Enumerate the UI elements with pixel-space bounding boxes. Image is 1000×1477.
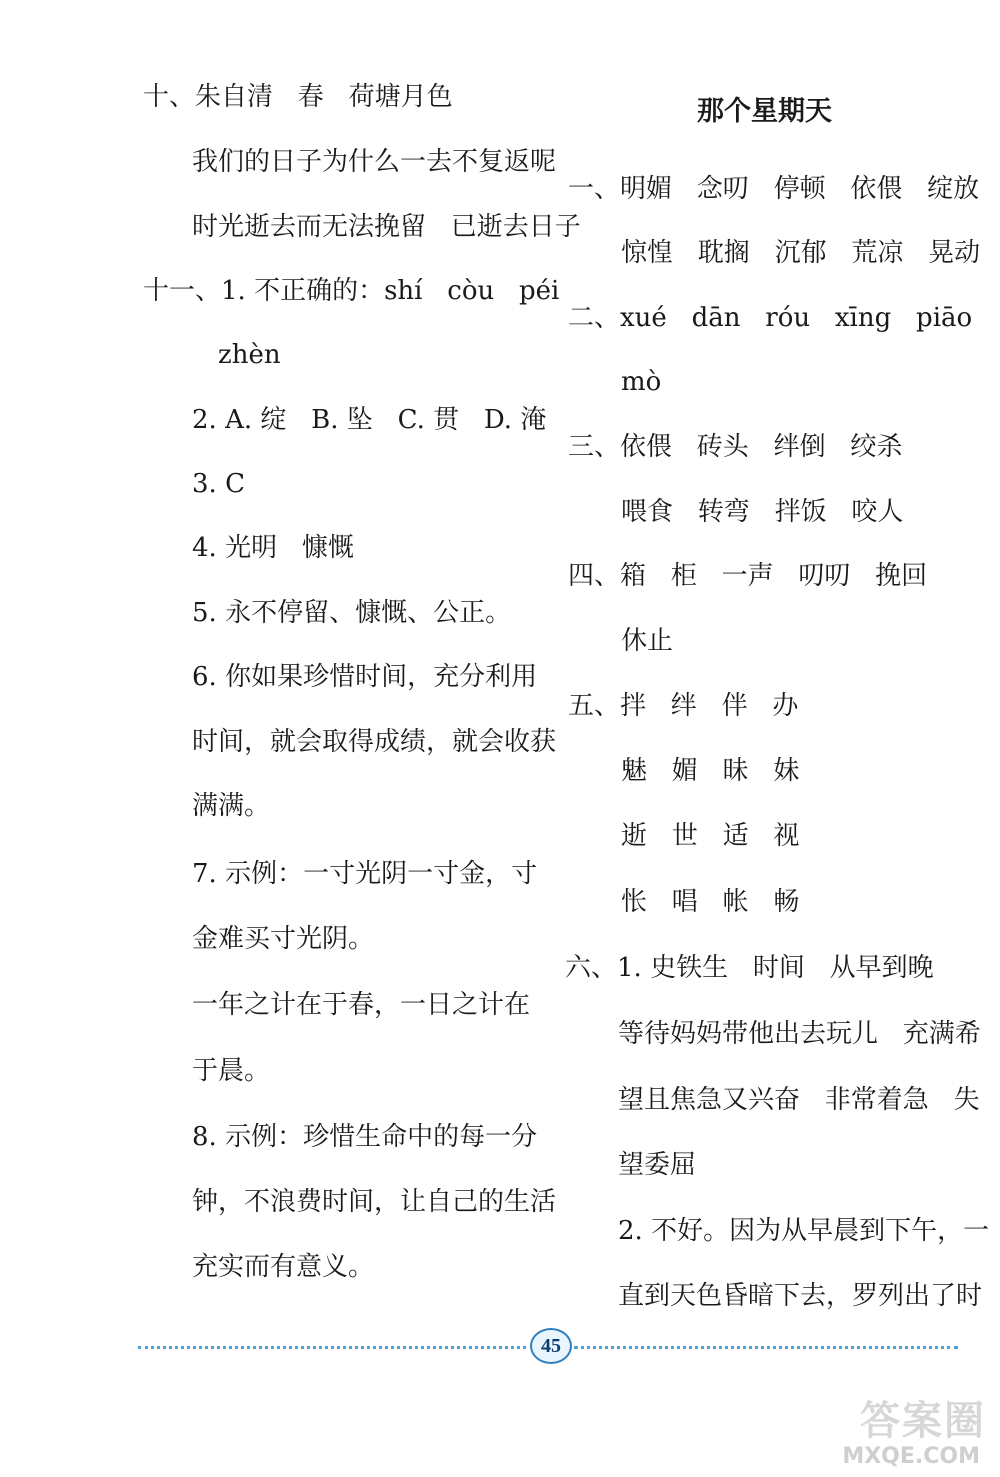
page-footer: [138, 1328, 958, 1368]
answer-line: 金难买寸光阴。: [192, 924, 375, 954]
answer-line: 六、1. 史铁生 时间 从早到晚: [565, 953, 934, 983]
answer-line: 时间，就会取得成绩，就会收获: [192, 727, 557, 757]
answer-line: 三、依偎 砖头 绊倒 绞杀: [568, 432, 903, 462]
answer-line: 五、拌 绊 伴 办: [568, 691, 799, 721]
answer-line: 望委屈: [618, 1150, 697, 1180]
answer-line: 我们的日子为什么一去不复返呢: [192, 147, 557, 177]
footer-dotted-line-right: [574, 1346, 958, 1355]
answer-line: 十、朱自清 春 荷塘月色: [143, 82, 453, 112]
answer-line: 3. C: [192, 469, 245, 499]
section-title: 那个星期天: [697, 96, 832, 127]
answer-line: mò: [621, 367, 662, 397]
answer-line: 休止: [621, 626, 674, 656]
answer-line: 充实而有意义。: [192, 1252, 375, 1282]
watermark-url: MXQE.COM: [842, 1444, 980, 1469]
watermark-logo: 答案圈: [860, 1398, 986, 1444]
answer-line: zhèn: [218, 340, 281, 370]
answer-line: 四、箱 柜 一声 叨叨 挽回: [568, 561, 928, 591]
answer-line: 一、明媚 念叨 停顿 依偎 绽放: [568, 174, 980, 204]
page-number: 45: [530, 1328, 572, 1364]
answer-line: 十一、1. 不正确的：shí còu péi: [143, 276, 560, 306]
answer-line: 二、xué dān róu xīng piāo: [568, 303, 973, 333]
answer-line: 魅 媚 昧 妹: [621, 756, 800, 786]
footer-dotted-line-left: [138, 1346, 526, 1355]
answer-line: 直到天色昏暗下去，罗列出了时: [618, 1281, 983, 1311]
answer-line: 8. 示例：珍惜生命中的每一分: [192, 1122, 538, 1152]
answer-line: 2. A. 绽 B. 坠 C. 贯 D. 淹: [192, 405, 547, 435]
answer-line: 一年之计在于春，一日之计在: [192, 990, 531, 1020]
answer-line: 4. 光明 慷慨: [192, 533, 354, 563]
answer-line: 于晨。: [192, 1056, 271, 1086]
answer-line: 怅 唱 帐 畅: [621, 887, 800, 917]
answer-line: 2. 不好。因为从早晨到下午，一: [618, 1216, 990, 1246]
answer-line: 钟，不浪费时间，让自己的生活: [192, 1187, 557, 1217]
watermark: [836, 1389, 986, 1469]
answer-line: 5. 永不停留、慷慨、公正。: [192, 598, 512, 628]
answer-line: 7. 示例：一寸光阴一寸金，寸: [192, 859, 538, 889]
answer-line: 望且焦急又兴奋 非常着急 失: [618, 1085, 980, 1115]
answer-line: 等待妈妈带他出去玩儿 充满希: [618, 1019, 981, 1049]
answer-line: 满满。: [192, 791, 271, 821]
answer-line: 惊惶 耽搁 沉郁 荒凉 晃动: [621, 238, 981, 268]
answer-line: 时光逝去而无法挽留 已逝去日子: [192, 212, 581, 242]
answer-line: 喂食 转弯 拌饭 咬人: [621, 497, 904, 527]
answer-line: 6. 你如果珍惜时间，充分利用: [192, 662, 538, 692]
answer-line: 逝 世 适 视: [621, 821, 800, 851]
